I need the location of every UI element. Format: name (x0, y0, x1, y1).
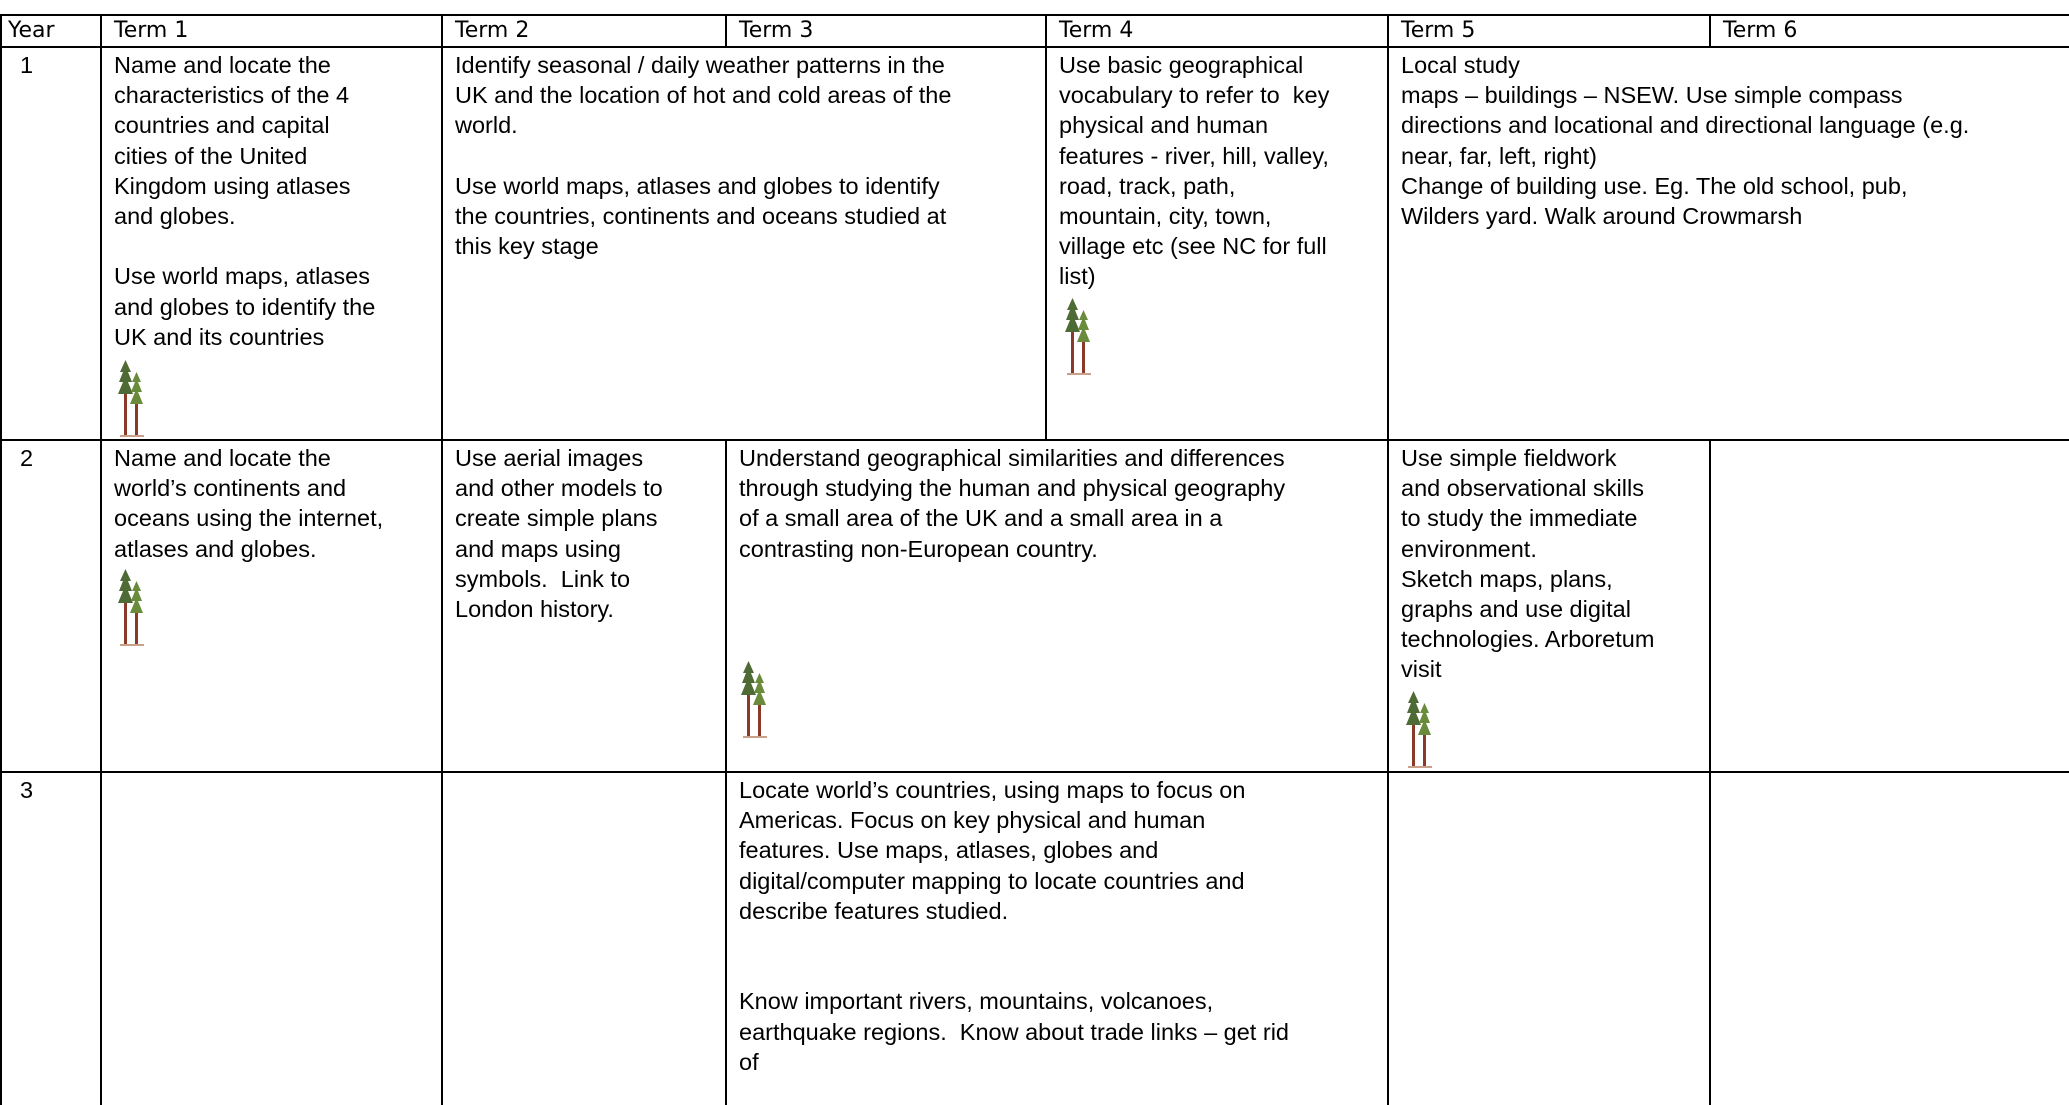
row1-term1: Name and locate the characteristics of the 4 countries and capital cities of the United Kingdom using atlases and globes. Use world maps, atlases and globes to identify the UK and its countries (114, 52, 376, 350)
header-term3: Term 3 (739, 18, 814, 43)
row1-term5-6: Local study maps – buildings – NSEW. Use simple compass directions and locational and directional language (e.g. near, far, left, right) Change of building use. Eg. The old school, pub, Wilders yard. Walk around Crowmarsh (1401, 52, 1970, 230)
row2-term1: Name and locate the world’s continents and oceans using the internet, atlases and globes. (114, 445, 384, 562)
tree-icon (739, 659, 773, 739)
row1-term2-3: Identify seasonal / daily weather patterns in the UK and the location of hot and cold areas of the world. Use world maps, atlases and globes to identify the countries, continents and oceans studied at this key stage (455, 52, 952, 260)
header-term4: Term 4 (1059, 18, 1134, 43)
header-term2: Term 2 (455, 18, 530, 43)
row3-term3-4: Locate world’s countries, using maps to focus on Americas. Focus on key physical and human features. Use maps, atlases, globes and digital/computer mapping to locate countries and describe features studied. Know important rivers, mountains, volcanoes, earthquake regions. Know about trade links – get rid of (739, 777, 1289, 1075)
header-year: Year (8, 18, 55, 43)
row3-term2 (441, 772, 725, 775)
row1-term4: Use basic geographical vocabulary to refer to key physical and human features - river, hill, valley, road, track, path, mountain, city, town, village etc (see NC for full list) (1059, 52, 1330, 290)
row2-year: 2 (20, 445, 34, 471)
header-term5: Term 5 (1401, 18, 1476, 43)
tree-icon (116, 358, 150, 438)
header-term1: Term 1 (114, 18, 189, 43)
row3-year: 3 (20, 777, 34, 803)
row2-term3-4: Understand geographical similarities and differences through studying the human and physical geography of a small area of the UK and a small area in a contrasting non-European country. (739, 445, 1286, 562)
header-term6: Term 6 (1723, 18, 1798, 43)
row3-term5 (1387, 772, 1709, 775)
row3-term1 (100, 772, 441, 775)
row2-term6 (1709, 440, 2069, 443)
tree-icon (1063, 296, 1097, 376)
tree-icon (116, 567, 150, 647)
row2-term5: Use simple fieldwork and observational skills to study the immediate environment. Sketch maps, plans, graphs and use digital technologies. Arboretum visit (1401, 445, 1655, 683)
row3-term6 (1709, 772, 2069, 775)
tree-icon (1404, 689, 1438, 769)
col-border-left (0, 14, 2, 1105)
row1-year: 1 (20, 52, 34, 78)
row2-term2: Use aerial images and other models to create simple plans and maps using symbols. Link to London history. (455, 445, 663, 623)
